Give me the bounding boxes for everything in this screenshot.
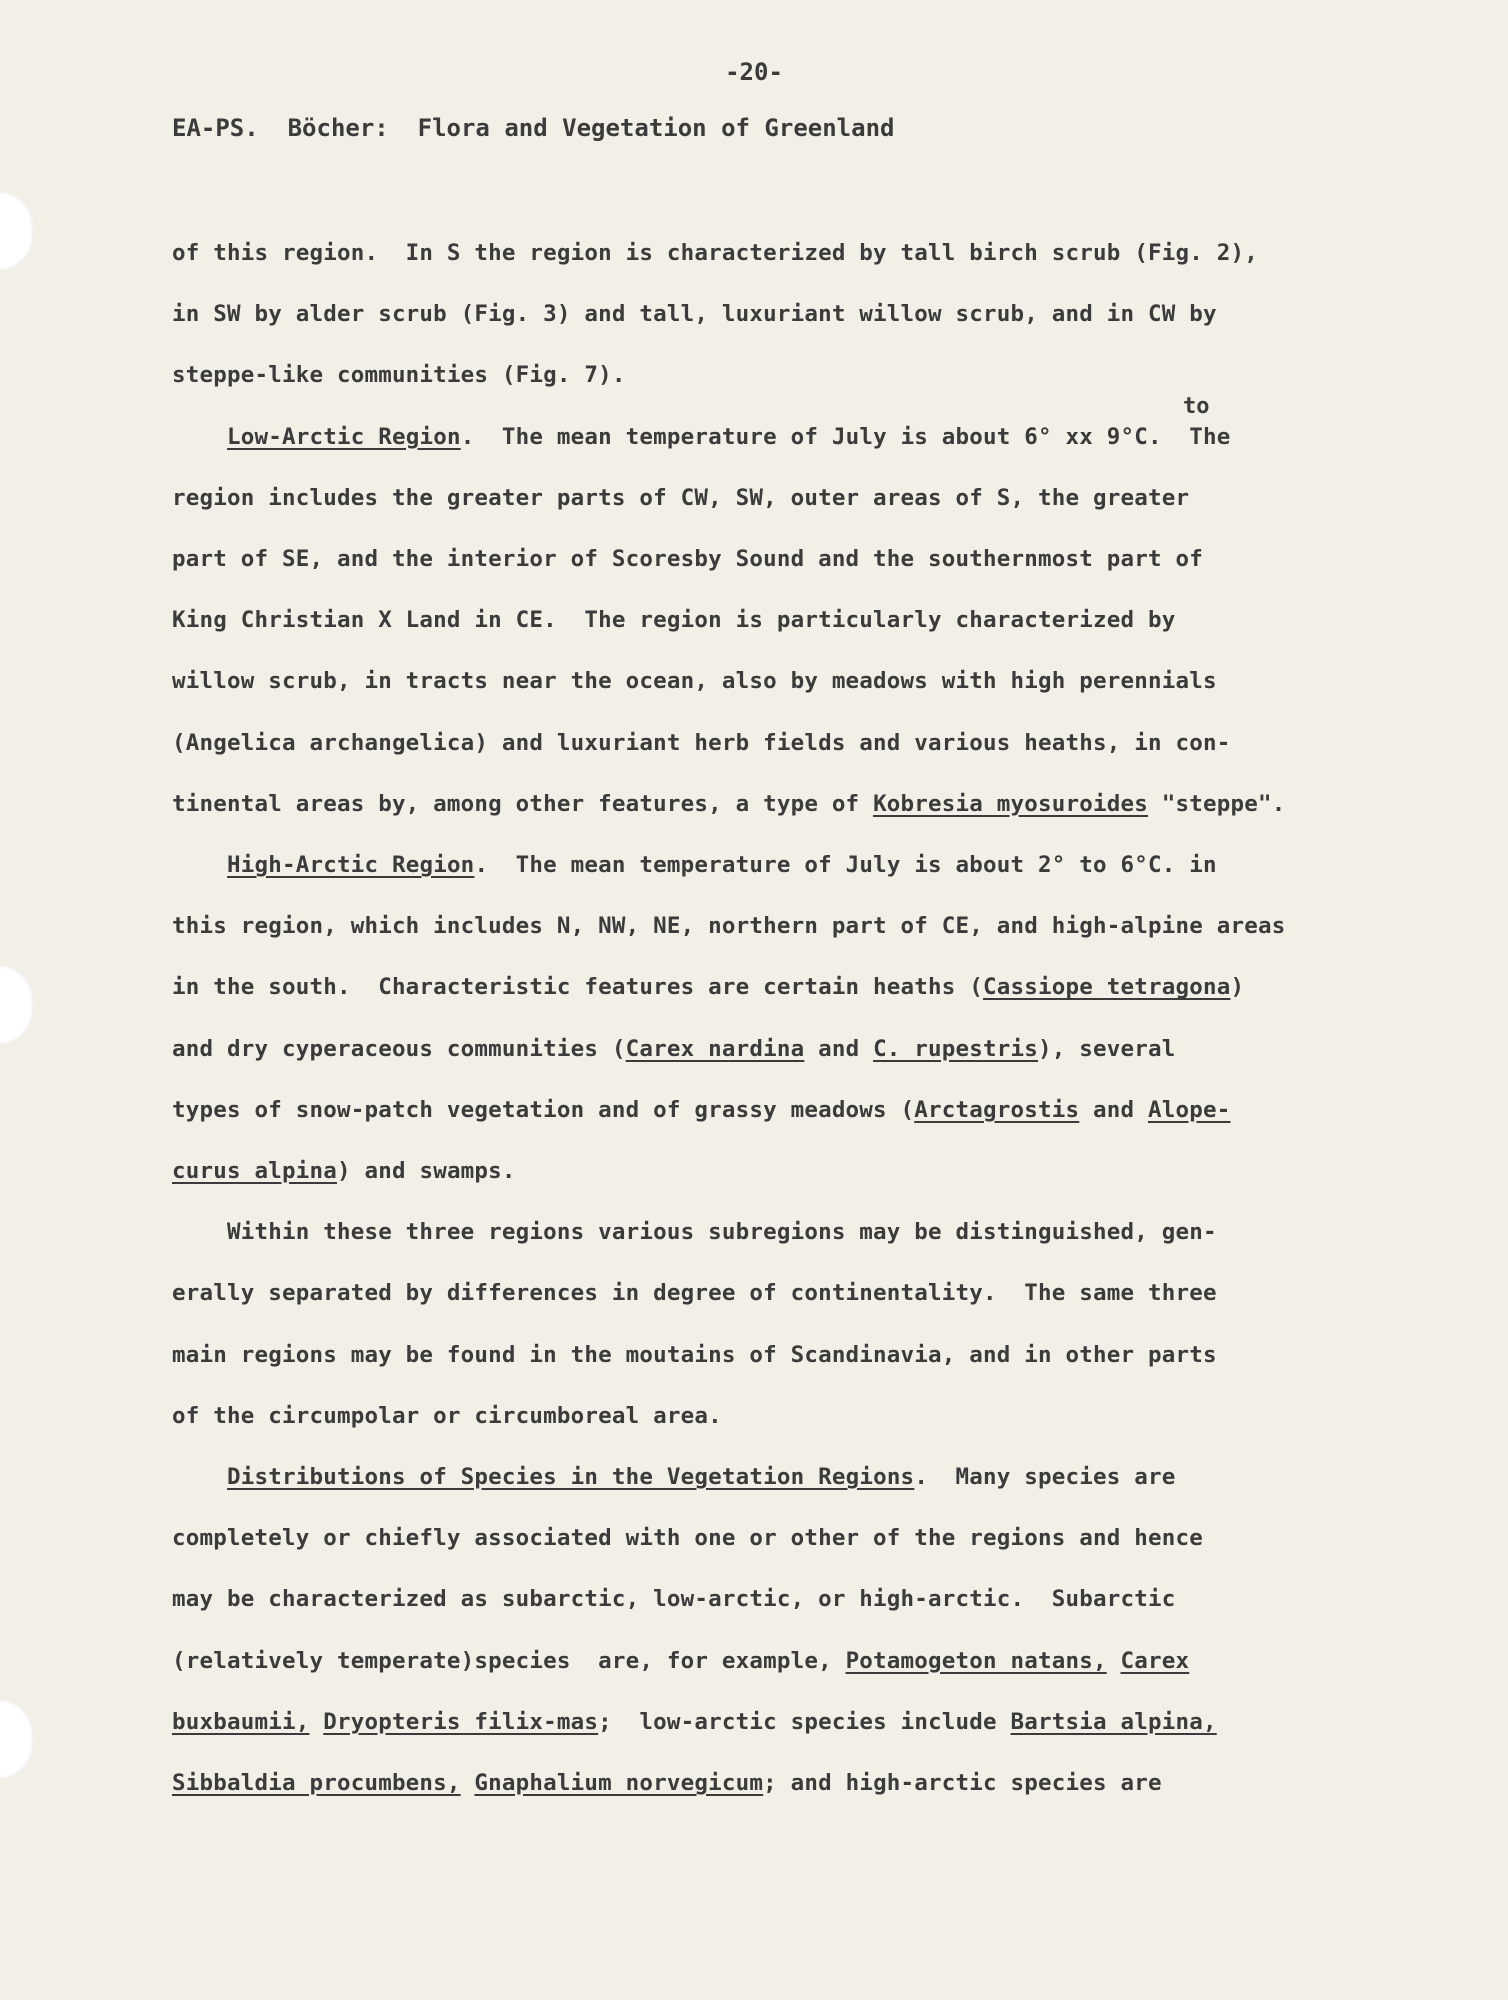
text-run: . The mean temperature of July is about 6° xx 9°C. The [460, 423, 1231, 450]
text-run: main regions may be found in the moutains of Scandinavia, and in other parts [172, 1341, 1217, 1368]
underlined-term: curus alpina [172, 1158, 337, 1184]
text-line [172, 974, 1244, 1000]
text-run: ) [1230, 974, 1245, 1001]
page-number: -20- [725, 58, 783, 86]
text-run [172, 852, 227, 878]
text-run: willow scrub, in tracts near the ocean, also by meadows with high perennials [172, 668, 1217, 695]
underlined-term: Cassiope tetragona [983, 974, 1231, 1001]
text-line [172, 1097, 1230, 1123]
text-run: completely or chiefly associated with one or other of the regions and hence [172, 1525, 1203, 1552]
text-run: ; low-arctic species include [598, 1708, 1011, 1735]
underlined-term: Potamogeton natans, [845, 1647, 1107, 1674]
text-line [172, 1403, 722, 1429]
text-run: (Angelica archangelica) and luxuriant herb fields and various heaths, in con- [172, 729, 1231, 756]
text-line [172, 1770, 1162, 1796]
text-run: and [804, 1035, 874, 1062]
text-run: may be characterized as subarctic, low-arctic, or high-arctic. Subarctic [172, 1586, 1176, 1613]
text-line [172, 1709, 1217, 1735]
text-line [172, 791, 1285, 817]
text-line [172, 730, 1230, 756]
underlined-term: High-Arctic Region [227, 852, 475, 878]
text-run: in the south. Characteristic features are certain heaths ( [172, 974, 984, 1001]
text-run: ; and high-arctic species are [763, 1770, 1162, 1796]
text-run: of the circumpolar or circumboreal area. [172, 1402, 722, 1429]
text-run: steppe-like communities (Fig. 7). [172, 362, 626, 389]
text-run: ) and swamps. [336, 1158, 516, 1184]
text-run [309, 1709, 323, 1735]
text-line [172, 362, 626, 388]
underlined-term: C. rupestris [873, 1035, 1039, 1062]
text-line [172, 485, 1189, 511]
text-run: this region, which includes N, NW, NE, northern part of CE, and high-alpine areas [172, 913, 1286, 940]
punch-hole [0, 1700, 34, 1778]
underlined-term: Bartsia alpina, [1010, 1708, 1217, 1735]
interlinear-insert: to [1183, 394, 1210, 419]
text-line [172, 1586, 1175, 1612]
text-line [172, 240, 1258, 266]
underlined-term: buxbaumii, [172, 1708, 310, 1735]
text-line [172, 1648, 1189, 1674]
underlined-term: Kobresia myosuroides [873, 790, 1148, 817]
text-line [172, 1464, 1176, 1490]
underlined-term: Alope- [1148, 1096, 1231, 1123]
running-head: EA-PS. Böcher: Flora and Vegetation of Greenland [172, 114, 895, 142]
text-line [172, 668, 1217, 694]
text-run: of this region. In S the region is characterized by tall birch scrub (Fig. 2), [172, 240, 1258, 266]
text-line [172, 852, 1217, 878]
underlined-term: Gnaphalium norvegicum [474, 1770, 764, 1796]
text-run: region includes the greater parts of CW, SW, outer areas of S, the greater [172, 484, 1190, 511]
text-run: erally separated by differences in degree of continentality. The same three [172, 1280, 1217, 1307]
text-line [172, 1158, 516, 1184]
text-run: ), several [1038, 1035, 1176, 1062]
text-line [172, 1036, 1176, 1062]
text-run [172, 424, 227, 450]
underlined-term: Carex [1120, 1647, 1190, 1674]
underlined-term: Dryopteris filix-mas [323, 1708, 599, 1735]
underlined-term: Distributions of Species in the Vegetation Regions [227, 1464, 915, 1490]
text-run: . Many species are [914, 1464, 1176, 1490]
underlined-term: Sibbaldia procumbens, [172, 1770, 461, 1796]
text-line [172, 1280, 1217, 1306]
underlined-term: Low-Arctic Region [227, 423, 461, 450]
punch-hole [0, 966, 34, 1044]
text-run: and [1079, 1096, 1148, 1123]
text-run: Within these three regions various subregions may be distinguished, gen- [172, 1219, 1217, 1246]
text-run: . The mean temperature of July is about 2° to 6°C. in [474, 852, 1217, 878]
text-line [172, 546, 1203, 572]
text-line [172, 1342, 1217, 1368]
text-run: types of snow-patch vegetation and of grassy meadows ( [172, 1096, 915, 1123]
text-run [172, 1464, 227, 1490]
text-run: (relatively temperate)species are, for example, [172, 1647, 846, 1674]
text-run: and dry cyperaceous communities ( [172, 1035, 626, 1062]
underlined-term: Carex nardina [625, 1035, 805, 1062]
text-run: King Christian X Land in CE. The region is particularly characterized by [172, 607, 1176, 634]
underlined-term: Arctagrostis [914, 1096, 1080, 1123]
text-line [172, 1525, 1203, 1551]
text-run [1107, 1648, 1121, 1674]
text-line [172, 1219, 1217, 1245]
text-line [172, 424, 1230, 450]
text-run: part of SE, and the interior of Scoresby Sound and the southernmost part of [172, 546, 1203, 572]
punch-hole [0, 192, 34, 270]
text-run: "steppe". [1148, 790, 1286, 817]
text-line [172, 913, 1285, 939]
text-line [172, 301, 1217, 327]
text-run: in SW by alder scrub (Fig. 3) and tall, luxuriant willow scrub, and in CW by [172, 301, 1217, 328]
text-run [461, 1770, 475, 1796]
text-run: tinental areas by, among other features, a type of [172, 790, 874, 817]
text-line [172, 607, 1175, 633]
